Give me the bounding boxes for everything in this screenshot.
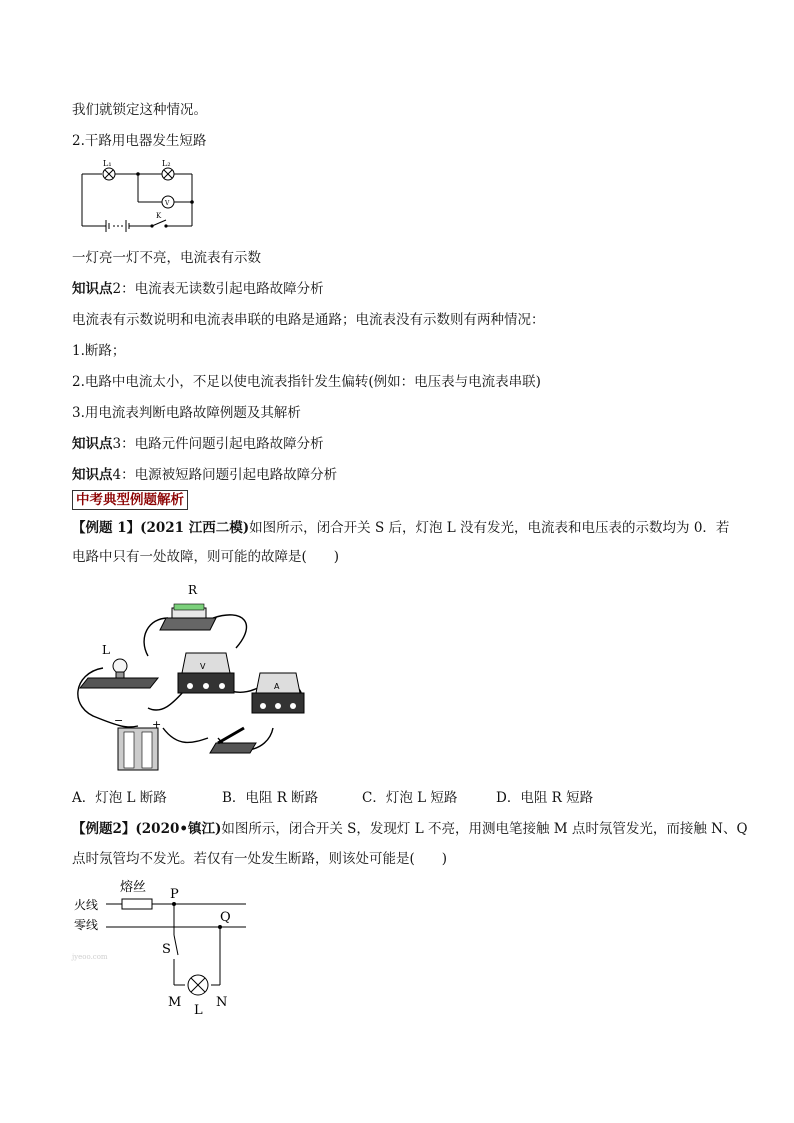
live-wire-label: 火线 — [74, 898, 99, 912]
option-c: C．灯泡 L 短路 — [362, 790, 458, 806]
kp-text: 3：电路元件问题引起电路故障分析 — [112, 436, 324, 452]
kp-label: 知识点 — [72, 281, 113, 297]
example-source: (2020•镇江) — [135, 821, 222, 837]
text-line: 电流表有示数说明和电流表串联的电路是通路；电流表没有示数则有两种情况： — [72, 312, 545, 328]
label-A: A — [274, 682, 280, 691]
label-L1: L₁ — [103, 159, 112, 168]
watermark: jyeoo.com — [72, 953, 108, 961]
example-tag: 【例题 1】 — [72, 520, 141, 536]
label-S: S — [162, 942, 171, 957]
text-line: 我们就锁定这种情况。 — [72, 102, 207, 118]
text-line: 一灯亮一灯不亮，电流表有示数 — [72, 250, 261, 266]
voltmeter — [178, 653, 234, 693]
household-circuit-diagram — [70, 875, 255, 1015]
label-L2: L₂ — [162, 159, 171, 168]
example-tag: 【例题2】 — [72, 821, 136, 837]
knowledge-point-2 — [72, 279, 324, 299]
option-d: D．电阻 R 短路 — [496, 790, 594, 806]
example-text: 如图所示，闭合开关 S，发现灯 L 不亮，用测电笔接触 M 点时氖管发光，而接触 N、Q — [221, 821, 748, 837]
lamp-L — [80, 643, 158, 688]
text-line: 2.干路用电器发生短路 — [72, 133, 207, 149]
label-Q: Q — [220, 910, 231, 925]
label-K: K — [156, 212, 162, 220]
label-minus: − — [114, 714, 124, 727]
label-M: M — [168, 995, 182, 1010]
label-R: R — [188, 583, 198, 597]
knowledge-point-3 — [72, 434, 324, 454]
kp-text: 2：电流表无读数引起电路故障分析 — [112, 281, 324, 297]
battery — [114, 714, 161, 770]
example-1-line-1 — [72, 518, 729, 538]
knowledge-point-4 — [72, 465, 337, 485]
kp-label: 知识点 — [72, 467, 113, 483]
example-source: (2021 江西二模) — [140, 520, 250, 536]
example-2-line-2: 点时氖管均不发光。若仅有一处发生断路，则该处可能是( ) — [72, 851, 448, 867]
example-2-line-1 — [72, 819, 748, 839]
ammeter — [252, 673, 304, 713]
kp-text: 4：电源被短路问题引起电路故障分析 — [112, 467, 338, 483]
option-a: A．灯泡 L 断路 — [72, 790, 167, 806]
label-plus: + — [152, 718, 162, 731]
label-N: N — [216, 995, 228, 1010]
section-heading: 中考典型例题解析 — [72, 490, 188, 510]
label-P: P — [170, 887, 179, 902]
label-L: L — [102, 643, 110, 657]
text-line: 1.断路； — [72, 343, 126, 359]
switch-S — [210, 728, 256, 753]
neutral-wire-label: 零线 — [74, 918, 99, 932]
example-text: 如图所示，闭合开关 S 后，灯泡 L 没有发光，电流表和电压表的示数均为 0．若 — [249, 520, 730, 536]
label-L: L — [194, 1003, 203, 1015]
circuit-apparatus-figure — [68, 578, 333, 776]
text-line: 3.用电流表判断电路故障例题及其解析 — [72, 405, 301, 421]
kp-label: 知识点 — [72, 436, 113, 452]
label-V: V — [165, 200, 170, 207]
label-V: V — [200, 662, 206, 671]
example-1-line-2: 电路中只有一处故障，则可能的故障是( ) — [72, 549, 340, 565]
fuse-label: 熔丝 — [120, 880, 147, 895]
option-b: B．电阻 R 断路 — [222, 790, 319, 806]
series-short-circuit-diagram — [78, 158, 198, 232]
text-line: 2.电路中电流太小，不足以使电流表指针发生偏转(例如：电压表与电流表串联) — [72, 374, 541, 390]
resistor-R — [160, 583, 216, 630]
